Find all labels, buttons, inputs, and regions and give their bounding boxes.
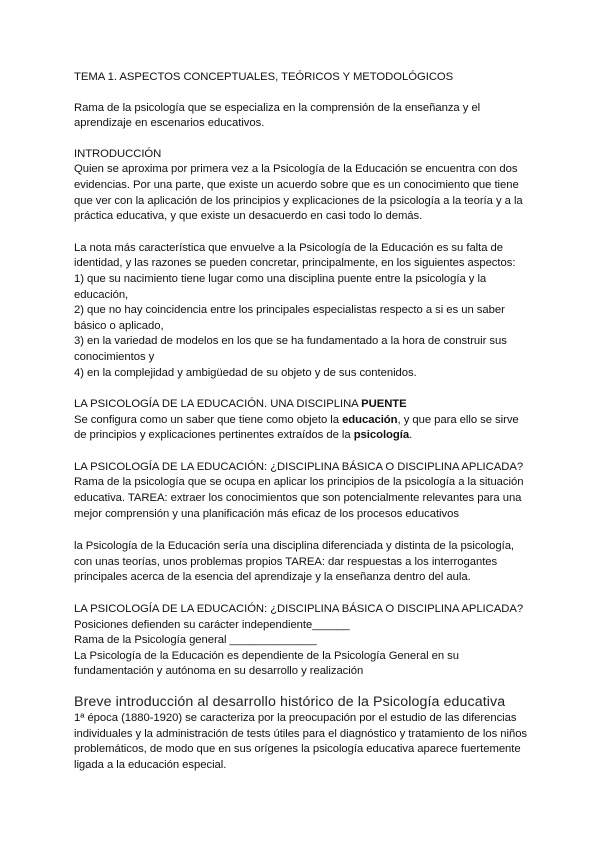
text-line: La nota más característica que envuelve a la Psicología de la Educación es su falta de: [74, 241, 504, 254]
text-fragment: .: [409, 429, 413, 442]
text-line: problemáticos, de modo que en sus orígenes la psicología educativa aparece fuertemente: [74, 743, 521, 756]
text-line: educativa. TAREA: extraer los conocimientos que son potencialmente relevantes para una: [74, 492, 522, 505]
text-line: que ver con la aplicación de los principios y explicaciones de la psicología a la teoría y a la: [74, 194, 523, 207]
text-line: Rama de la psicología que se ocupa en aplicar los principios de la psicología a la situación: [74, 476, 524, 489]
text-line: [74, 413, 544, 429]
text-line: 1ª época (1880-1920) se caracteriza por la preocupación por el estudio de las diferencias: [74, 712, 517, 724]
text-line: educación,: [74, 288, 129, 301]
text-fragment: Se configura como un saber que tiene como objeto la: [74, 413, 343, 426]
text-line: Rama de la psicología que se especializa en la comprensión de la enseñanza y el: [74, 101, 481, 114]
text-line: Posiciones defienden su carácter independiente______: [74, 618, 350, 631]
intro-section: [74, 147, 544, 225]
text-line: fundamentación y autónoma en su desarrollo y realización: [74, 665, 364, 678]
list-item: 2) que no hay coincidencia entre los principales especialistas respecto a si es un saber: [74, 304, 505, 317]
text-line: básico o aplicado,: [74, 319, 164, 332]
text-line: aprendizaje en escenarios educativos.: [74, 117, 265, 130]
section-heading-basica: LA PSICOLOGÍA DE LA EDUCACIÓN: ¿DISCIPLINA BÁSICA O DISCIPLINA APLICADA?: [74, 603, 524, 616]
basica-section-1: [74, 460, 544, 522]
section-heading-puente: [74, 397, 544, 413]
bold-term: psicología: [353, 429, 410, 442]
list-item: 3) en la variedad de modelos en los que se ha fundamentado a la hora de construir sus: [74, 335, 507, 348]
text-line: [74, 428, 544, 444]
bold-term: educación: [342, 413, 398, 426]
text-line: Rama de la Psicología general ______________: [74, 634, 317, 647]
list-item: 4) en la complejidad y ambigüedad de su objeto y de sus contenidos.: [74, 366, 417, 379]
text-line: Quien se aproxima por primera vez a la Psicología de la Educación se encuentra con dos: [74, 163, 518, 176]
document-title: TEMA 1. ASPECTOS CONCEPTUALES, TEÓRICOS Y METODOLÓGICOS: [74, 71, 454, 83]
historia-section: [74, 694, 544, 773]
text-line: con unas teorías, unos problemas propios TAREA: dar respuestas a los interrogantes: [74, 555, 498, 568]
diferenciada-paragraph: [74, 539, 544, 586]
text-line: la Psicología de la Educación sería una disciplina diferenciada y distinta de la psicología,: [74, 540, 515, 553]
text-fragment: , y que para ello se sirve: [397, 413, 519, 426]
identity-paragraph: [74, 241, 544, 381]
document-page: [74, 70, 544, 773]
text-line: principales acerca de la esencia del aprendizaje y la enseñanza dentro del aula.: [74, 571, 471, 584]
basica-section-2: [74, 602, 544, 680]
list-item: 1) que su nacimiento tiene lugar como una disciplina puente entre la psicología y la: [74, 272, 487, 285]
text-line: evidencias. Por una parte, que existe un acuerdo sobre que es un conocimiento que tiene: [74, 178, 519, 191]
section-heading-historia: Breve introducción al desarrollo histórico de la Psicología educativa: [74, 694, 506, 710]
heading-bold-text: PUENTE: [361, 398, 407, 411]
text-line: ligada a la educación especial.: [74, 758, 227, 771]
text-line: identidad, y las razones se pueden concretar, principalmente, en los siguientes aspectos:: [74, 257, 516, 270]
text-line: mejor comprensión y una planificación más eficaz de los procesos educativos: [74, 507, 459, 520]
section-heading-intro: INTRODUCCIÓN: [74, 147, 162, 160]
puente-section: [74, 397, 544, 444]
text-line: conocimientos y: [74, 350, 155, 363]
heading-text: LA PSICOLOGÍA DE LA EDUCACIÓN. UNA DISCIPLINA: [74, 398, 362, 411]
text-line: práctica educativa, y que existe un desacuerdo en casi todo lo demás.: [74, 210, 423, 223]
text-line: individuales y la administración de tests útiles para el diagnóstico y tratamiento de los niños: [74, 727, 528, 740]
section-heading-basica: LA PSICOLOGÍA DE LA EDUCACIÓN: ¿DISCIPLINA BÁSICA O DISCIPLINA APLICADA?: [74, 460, 524, 473]
text-line: La Psicología de la Educación es dependiente de la Psicología General en su: [74, 649, 460, 662]
definition-paragraph: [74, 101, 544, 132]
text-fragment: de principios y explicaciones pertinentes extraídos de la: [74, 429, 354, 442]
